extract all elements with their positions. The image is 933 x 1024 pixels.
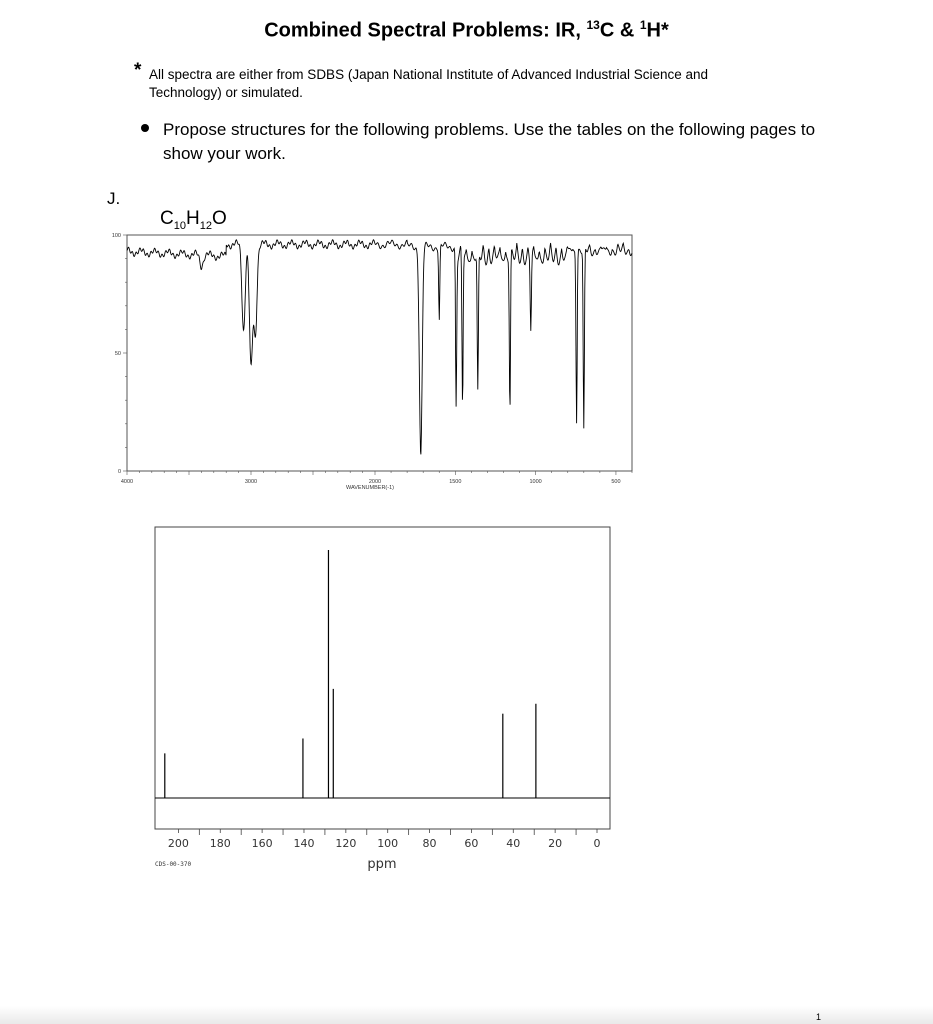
ir-x-tick-label: 3000 [244, 479, 258, 485]
ir-x-tick-label: 2000 [368, 479, 382, 485]
nmr-x-tick-label: 0 [593, 837, 601, 850]
c13-nmr-spectrum [155, 527, 610, 872]
ir-x-tick-label: 1000 [529, 479, 542, 485]
ir-y-tick-label: 50 [114, 351, 121, 357]
page-title: Combined Spectral Problems: IR, $^{13}$C & $^1$H* [264, 18, 669, 42]
ir-frame [127, 235, 632, 471]
source-note: All spectra are either from SDBS (Japan National Institute of Advanced Industrial Science and Technology) or simulated. [149, 67, 709, 100]
nmr-x-tick-label: 80 [422, 837, 437, 850]
ir-x-tick-label: 1500 [449, 479, 462, 485]
molecular-formula: $C_{10}H_{12}O$ [160, 208, 227, 232]
nmr-x-tick-label: 180 [209, 837, 231, 850]
spectrum-code: CDS-00-370 [155, 861, 192, 868]
nmr-x-axis-label: ppm [367, 857, 397, 872]
page-number: 1 [815, 1012, 821, 1022]
ir-spectrum [112, 233, 632, 491]
page-footer-shade [0, 1006, 933, 1024]
footnote-star: * [134, 60, 142, 81]
nmr-x-tick-label: 200 [167, 837, 189, 850]
ir-x-axis-label: WAVENUMBER(-1) [346, 485, 394, 491]
problem-label: J. [107, 189, 121, 208]
nmr-x-tick-label: 100 [377, 837, 399, 850]
nmr-x-tick-label: 140 [293, 837, 315, 850]
nmr-x-tick-label: 160 [251, 837, 273, 850]
instruction-text: Propose structures for the following problems. Use the tables on the following pages to show your work. [163, 120, 816, 163]
nmr-x-tick-label: 60 [464, 837, 479, 850]
ir-x-tick-label: 4000 [120, 479, 134, 485]
nmr-x-tick-label: 40 [506, 837, 521, 850]
ir-y-tick-label: 100 [111, 233, 121, 239]
nmr-x-tick-label: 20 [548, 837, 563, 850]
nmr-frame [155, 527, 610, 829]
ir-trace [127, 240, 632, 455]
nmr-x-tick-label: 120 [335, 837, 357, 850]
ir-y-tick-label: 0 [117, 469, 121, 475]
ir-x-tick-label: 500 [611, 479, 621, 485]
